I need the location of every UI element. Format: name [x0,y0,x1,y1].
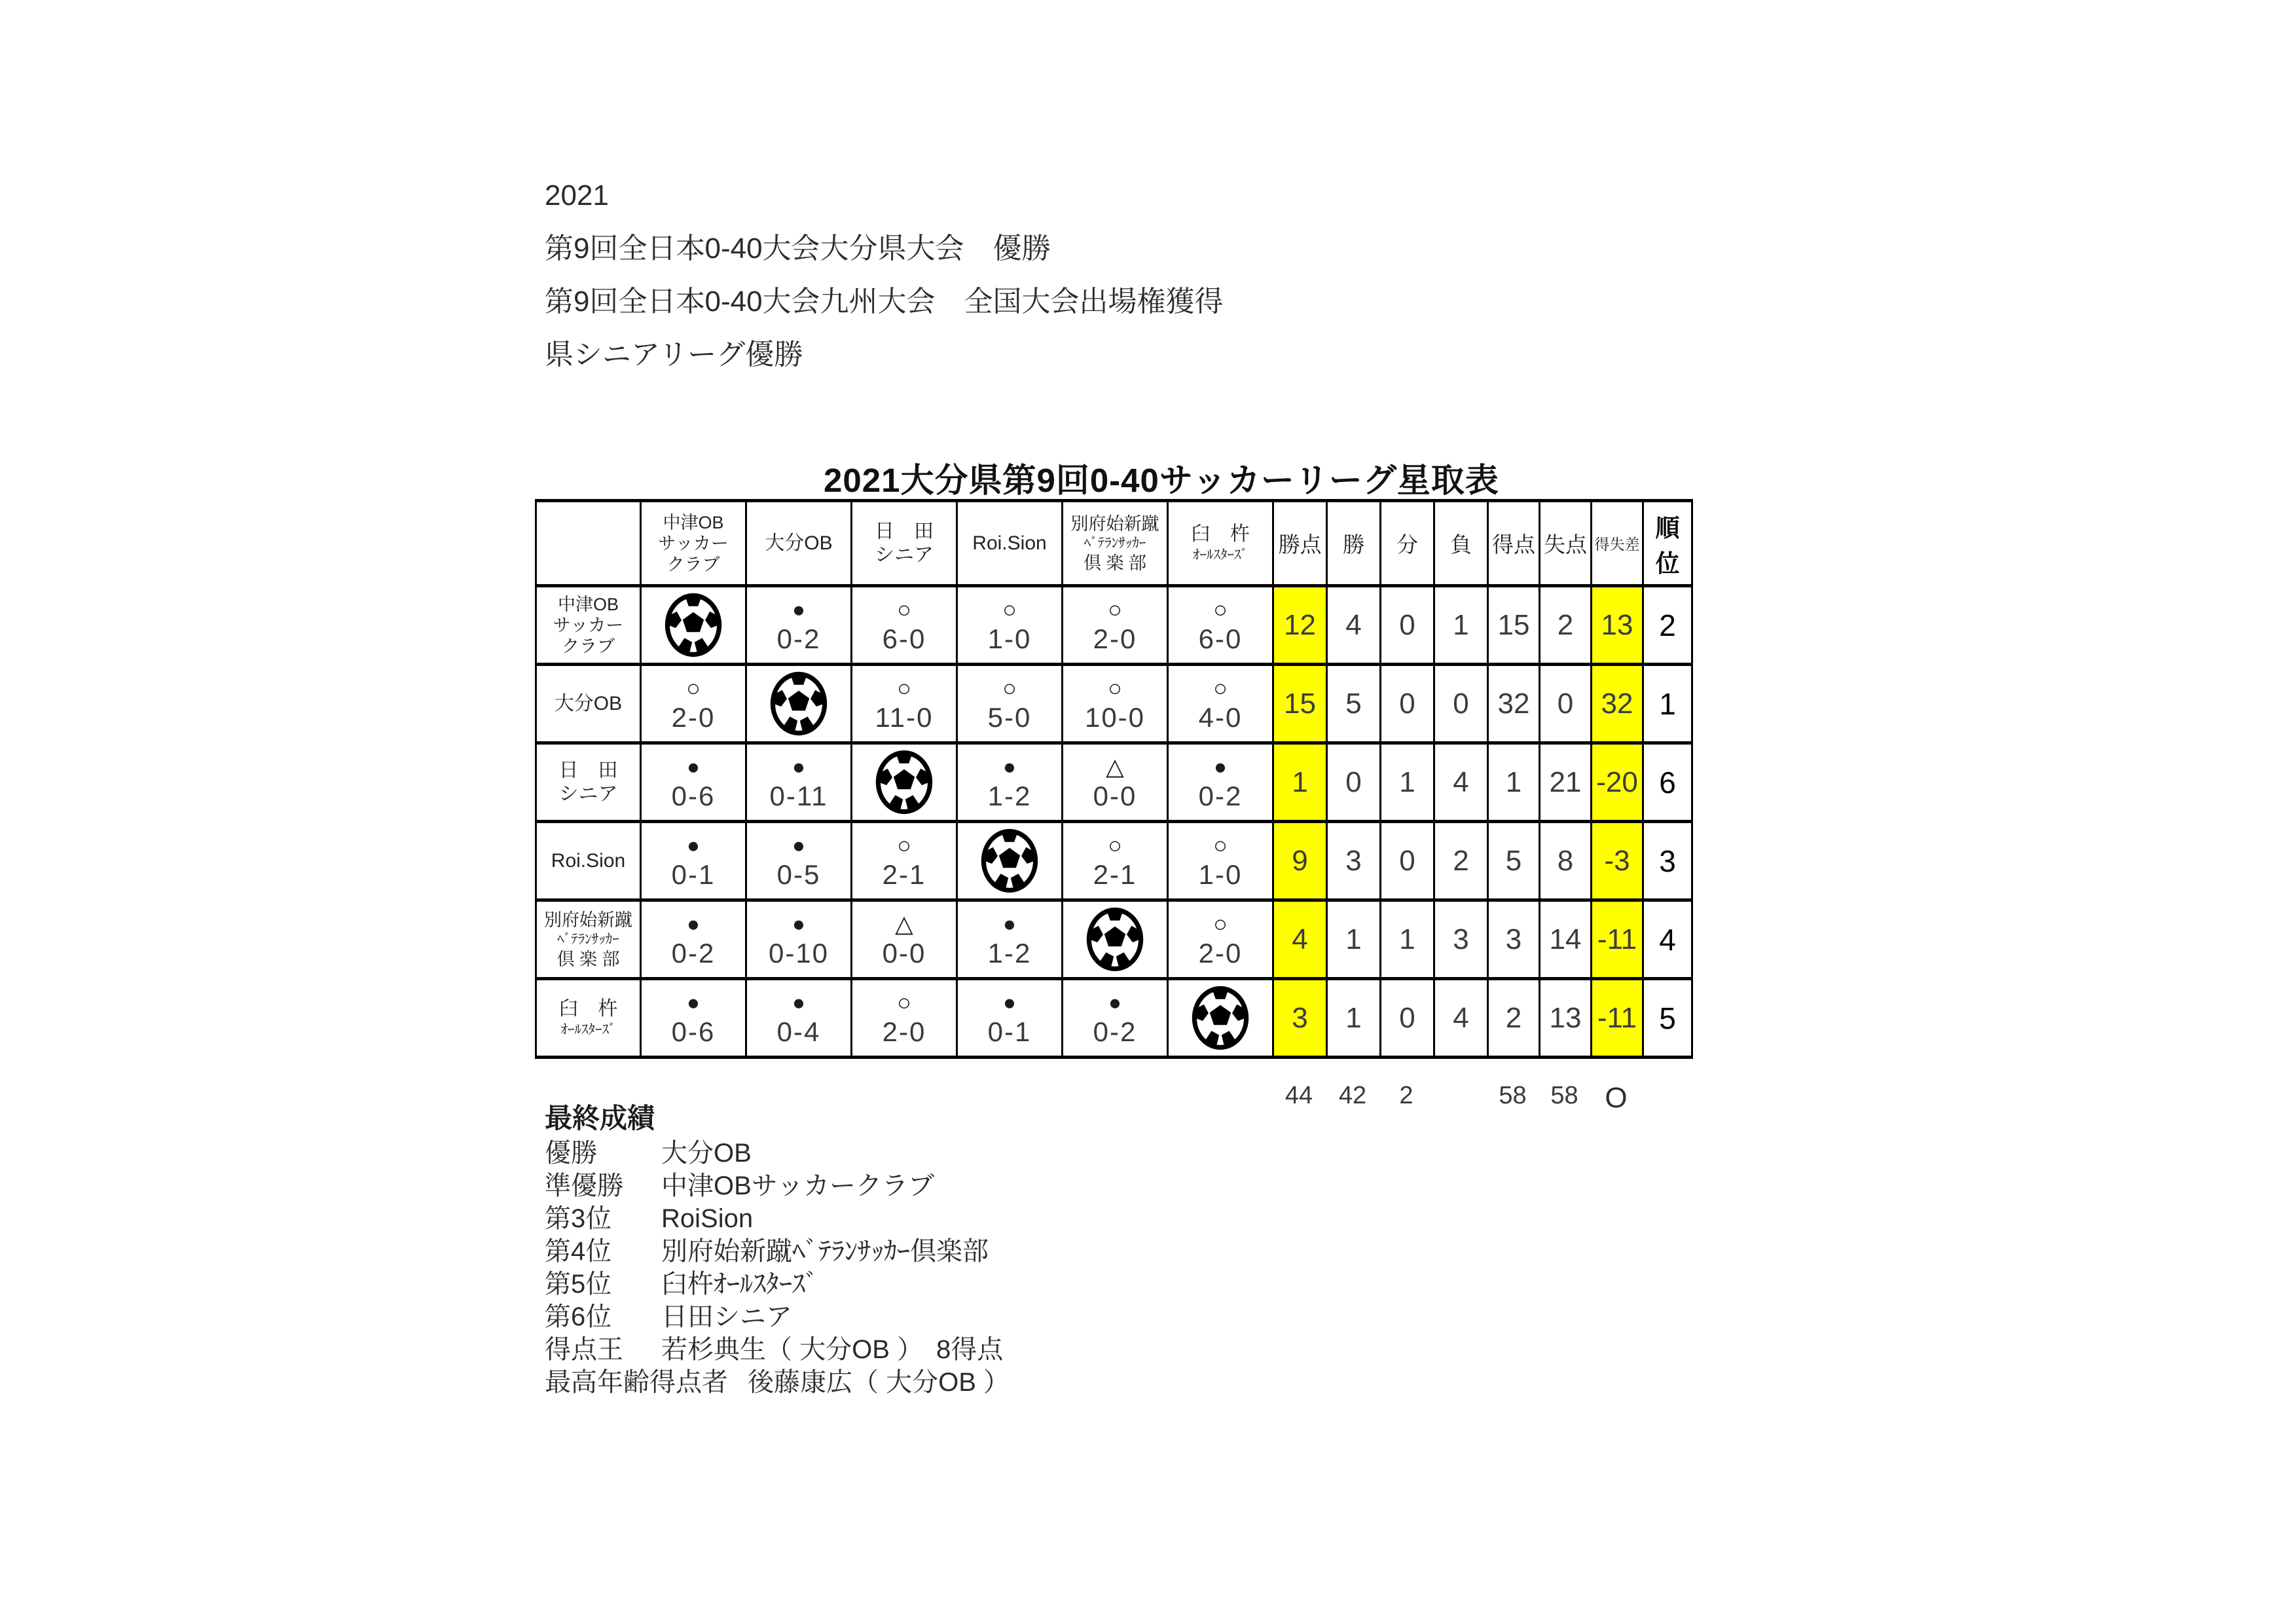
soccer-ball-icon [664,592,723,658]
team-name-line: Roi.Sion [972,532,1047,554]
soccer-ball-icon [1085,906,1144,972]
stat-rank-cell: 3 [1643,822,1692,900]
team-row [536,665,1692,743]
match-score: 6-0 [1198,623,1243,654]
stat-wins-cell: 1 [1327,900,1381,979]
match-score: 1-2 [987,780,1032,811]
stat-points-cell: 9 [1273,822,1327,900]
team-name-line: Roi.Sion [551,849,626,872]
match-result-cell [1063,586,1168,665]
stat-draws-cell: 1 [1381,743,1434,822]
stat-goal-diff-cell: -11 [1592,900,1643,979]
match-score: 2-0 [882,1016,926,1047]
loss-mark-icon: ● [1108,989,1121,1014]
team-name-line: ｵｰﾙｽﾀｰｽﾞ [560,1022,616,1037]
soccer-ball-icon [769,671,828,737]
league-table-title: 2021大分県第9回0-40サッカーリーグ星取表 [824,462,1499,499]
team-name-line: 中津OB [557,594,619,614]
stat-wins-cell: 3 [1327,822,1381,900]
final-result-item [545,1235,1010,1268]
header-row [536,501,1692,586]
win-mark-icon: ○ [1002,674,1017,701]
column-header-draws: 分 [1381,501,1434,586]
stat-draws-cell: 1 [1381,900,1434,979]
win-mark-icon: ○ [686,674,701,701]
team-row [536,979,1692,1058]
match-score: 0-11 [769,780,828,811]
win-mark-icon: ○ [1213,595,1228,623]
stat-goals-against-cell: 13 [1540,979,1592,1058]
final-result-item [545,1268,1010,1301]
stat-losses-cell: 1 [1434,586,1488,665]
column-header-oita [746,501,852,586]
loss-mark-icon: ● [792,832,805,857]
final-results-list [545,1137,1010,1399]
loss-mark-icon: ● [792,911,805,936]
match-score: 1-0 [987,623,1032,654]
final-result-item [545,1366,1010,1399]
soccer-ball-wrap [1169,985,1272,1051]
soccer-ball-wrap [642,592,745,658]
win-mark-icon: ○ [1213,831,1228,858]
match-result-cell [746,586,852,665]
match-score: 0-4 [776,1016,821,1047]
table-body [536,586,1692,1058]
win-mark-icon: ○ [1108,831,1122,858]
stat-rank-cell: 5 [1643,979,1692,1058]
match-score: 0-5 [776,858,821,890]
stat-goals-for-cell: 15 [1488,586,1540,665]
team-name-line: シニア [558,783,618,805]
stat-goal-diff-cell: 32 [1592,665,1643,743]
team-name-line: 中津OB [663,512,724,532]
self-match-cell [746,665,852,743]
league-standings-table [535,499,1693,1059]
total-goal-diff: O [1605,1082,1628,1114]
stat-goals-against-cell: 2 [1540,586,1592,665]
final-result-value: 別府始新蹴ﾍﾞﾃﾗﾝｻｯｶｰ倶楽部 [661,1237,989,1266]
win-mark-icon: ○ [1002,595,1017,623]
match-result-cell [1063,822,1168,900]
column-header-losses: 負 [1434,501,1488,586]
match-result-cell [1063,665,1168,743]
team-row [536,743,1692,822]
match-result-cell [957,900,1063,979]
team-name-line: 大分OB [765,532,833,554]
soccer-ball-wrap [958,828,1061,894]
achievements-text [545,169,1224,381]
soccer-ball-icon [980,828,1039,894]
final-result-label: 優勝 [545,1139,597,1168]
final-result-value: 若杉典生（ 大分OB ） 8得点 [661,1335,1004,1364]
total-wins: 42 [1338,1082,1367,1109]
final-results-section [545,1100,1010,1399]
stat-goals-against-cell: 8 [1540,822,1592,900]
table-head [536,501,1692,586]
column-header-points: 勝点 [1273,501,1327,586]
stat-goals-against-cell: 21 [1540,743,1592,822]
soccer-ball-wrap [852,749,956,815]
stat-wins-cell: 5 [1327,665,1381,743]
win-mark-icon: ○ [1213,910,1228,937]
stat-points-cell: 12 [1273,586,1327,665]
final-result-item [545,1202,1010,1235]
win-mark-icon: ○ [897,831,911,858]
match-score: 0-2 [1093,1016,1137,1047]
match-score: 0-6 [671,1016,716,1047]
match-result-cell [852,665,957,743]
match-result-cell [1168,665,1273,743]
stat-goals-for-cell: 1 [1488,743,1540,822]
final-result-label: 第4位 [545,1237,612,1266]
loss-mark-icon: ● [792,754,805,779]
match-result-cell [1168,743,1273,822]
column-header-beppu [1063,501,1168,586]
total-rank [1642,1082,1691,1115]
stat-losses-cell: 2 [1434,822,1488,900]
team-name-line: 倶 楽 部 [1083,553,1146,573]
team-name-line: 大分OB [554,692,623,714]
loss-mark-icon: ● [687,754,700,779]
column-header-goals-against: 失点 [1540,501,1592,586]
column-header-rank: 順位 [1643,501,1692,586]
final-result-label: 第3位 [545,1204,612,1233]
achievement-line: 県シニアリーグ優勝 [545,339,803,371]
total-draws: 2 [1399,1082,1413,1109]
stat-rank-cell: 6 [1643,743,1692,822]
loss-mark-icon: ● [1003,754,1016,779]
team-name-cell-roision [536,822,641,900]
stat-losses-cell: 3 [1434,900,1488,979]
final-result-label: 第5位 [545,1270,612,1299]
stat-goal-diff-cell: -11 [1592,979,1643,1058]
column-header-wins: 勝 [1327,501,1381,586]
self-match-cell [957,822,1063,900]
match-score: 0-6 [671,780,716,811]
achievement-line: 2021 [545,179,609,212]
stat-wins-cell: 1 [1327,979,1381,1058]
team-name-cell-oita [536,665,641,743]
total-losses [1433,1082,1487,1115]
win-mark-icon: ○ [897,595,911,623]
total-points: 44 [1285,1082,1313,1109]
stat-rank-cell: 2 [1643,586,1692,665]
loss-mark-icon: ● [1003,911,1016,936]
loss-mark-icon: ● [792,989,805,1014]
match-score: 2-1 [882,858,926,890]
stat-goals-against-cell: 14 [1540,900,1592,979]
match-result-cell [852,586,957,665]
match-score: 0-1 [987,1016,1032,1047]
team-name-line: 倶 楽 部 [556,949,620,969]
stat-losses-cell: 0 [1434,665,1488,743]
team-name-line: シニア [875,544,934,566]
match-result-cell [1168,900,1273,979]
match-result-cell [1063,979,1168,1058]
final-result-item [545,1137,1010,1170]
final-result-value: 中津OBサッカークラブ [661,1172,934,1200]
match-score: 0-10 [768,937,829,969]
achievement-line: 第9回全日本0-40大会大分県大会 優勝 [545,232,1051,265]
stat-goal-diff-cell: -3 [1592,822,1643,900]
stat-points-cell: 15 [1273,665,1327,743]
match-result-cell [957,979,1063,1058]
match-score: 0-2 [671,937,716,969]
final-result-label: 準優勝 [545,1172,623,1200]
soccer-ball-icon [875,749,934,815]
stat-points-cell: 4 [1273,900,1327,979]
match-score: 0-0 [882,937,926,969]
match-result-cell [746,822,852,900]
final-result-value: 臼杵ｵｰﾙｽﾀｰｽﾞ [661,1270,818,1299]
match-score: 10-0 [1084,701,1146,733]
column-header-usuki [1168,501,1273,586]
match-score: 1-0 [1198,858,1243,890]
loss-mark-icon: ● [1214,754,1227,779]
draw-mark-icon: △ [895,910,913,937]
win-mark-icon: ○ [897,674,911,701]
self-match-cell [1168,979,1273,1058]
team-name-line: ｵｰﾙｽﾀｰｽﾞ [1193,547,1248,563]
column-header-goal-diff: 得失差 [1592,501,1643,586]
team-name-cell-beppu [536,900,641,979]
loss-mark-icon: ● [792,597,805,621]
stat-points-cell: 3 [1273,979,1327,1058]
match-result-cell [852,900,957,979]
final-result-item [545,1301,1010,1333]
match-score: 2-0 [671,701,716,733]
team-name-line: 別府始新蹴 [544,910,632,930]
match-result-cell [852,979,957,1058]
match-score: 0-2 [1198,780,1243,811]
match-result-cell [1063,743,1168,822]
match-score: 5-0 [987,701,1032,733]
team-name-line: クラブ [666,554,720,574]
soccer-ball-wrap [1063,906,1167,972]
match-score: 2-1 [1093,858,1137,890]
stat-rank-cell: 4 [1643,900,1692,979]
column-header-roision [957,501,1063,586]
team-name-line: 別府始新蹴 [1070,513,1159,534]
team-name-line: 日 田 [875,520,934,542]
match-score: 11-0 [875,701,934,733]
stat-draws-cell: 0 [1381,979,1434,1058]
self-match-cell [1063,900,1168,979]
column-header-hita [852,501,957,586]
match-result-cell [746,900,852,979]
match-score: 0-1 [671,858,716,890]
team-row [536,822,1692,900]
team-name-line: ﾍﾞﾃﾗﾝｻｯｶｰ [557,931,619,947]
match-result-cell [641,665,746,743]
team-name-line: ﾍﾞﾃﾗﾝｻｯｶｰ [1084,535,1146,551]
match-score: 4-0 [1198,701,1243,733]
final-result-value: RoiSion [661,1204,754,1233]
stat-wins-cell: 4 [1327,586,1381,665]
team-name-line: 臼 杵 [558,997,618,1020]
self-match-cell [641,586,746,665]
final-results-heading: 最終成績 [545,1103,655,1134]
column-totals-row [1272,1082,1691,1115]
stat-points-cell: 1 [1273,743,1327,822]
match-result-cell [641,822,746,900]
final-result-item [545,1170,1010,1202]
stat-goal-diff-cell: -20 [1592,743,1643,822]
loss-mark-icon: ● [687,832,700,857]
team-name-line: 日 田 [558,759,618,781]
team-name-cell-hita [536,743,641,822]
win-mark-icon: ○ [1213,674,1228,701]
win-mark-icon: ○ [897,988,911,1016]
soccer-ball-icon [1191,985,1250,1051]
total-goals-for: 58 [1499,1082,1527,1109]
team-row [536,586,1692,665]
final-result-label: 第6位 [545,1302,612,1331]
win-mark-icon: ○ [1108,595,1122,623]
stat-rank-cell: 1 [1643,665,1692,743]
match-result-cell [641,900,746,979]
match-result-cell [1168,822,1273,900]
corner-cell [536,501,641,586]
stat-losses-cell: 4 [1434,979,1488,1058]
column-header-nakatsu [641,501,746,586]
achievement-line: 第9回全日本0-40大会九州大会 全国大会出場権獲得 [545,286,1224,318]
team-name-line: サッカー [658,533,729,553]
final-result-value: 後藤康広（ 大分OB ） [748,1368,1010,1397]
team-name-cell-usuki [536,979,641,1058]
stat-goals-for-cell: 2 [1488,979,1540,1058]
loss-mark-icon: ● [1003,989,1016,1014]
loss-mark-icon: ● [687,989,700,1014]
team-name-line: クラブ [562,636,615,656]
stat-losses-cell: 4 [1434,743,1488,822]
stat-draws-cell: 0 [1381,822,1434,900]
stat-draws-cell: 0 [1381,586,1434,665]
win-mark-icon: ○ [1108,674,1122,701]
match-score: 1-2 [987,937,1032,969]
team-name-line: 臼 杵 [1191,523,1250,545]
soccer-ball-wrap [747,671,850,737]
stat-goal-diff-cell: 13 [1592,586,1643,665]
match-result-cell [1168,586,1273,665]
final-result-label: 得点王 [545,1335,623,1364]
match-result-cell [957,665,1063,743]
match-result-cell [641,743,746,822]
final-result-value: 日田シニア [661,1302,792,1331]
self-match-cell [852,743,957,822]
stat-goals-for-cell: 3 [1488,900,1540,979]
match-result-cell [957,586,1063,665]
match-score: 0-0 [1093,780,1137,811]
final-result-item [545,1333,1010,1366]
stat-goals-for-cell: 32 [1488,665,1540,743]
stat-draws-cell: 0 [1381,665,1434,743]
stat-goals-against-cell: 0 [1540,665,1592,743]
match-score: 0-2 [776,623,821,654]
team-row [536,900,1692,979]
match-score: 2-0 [1093,623,1137,654]
match-result-cell [641,979,746,1058]
match-result-cell [957,743,1063,822]
final-result-label: 最高年齢得点者 [545,1368,728,1397]
match-score: 2-0 [1198,937,1243,969]
stat-goals-for-cell: 5 [1488,822,1540,900]
match-result-cell [746,743,852,822]
stat-wins-cell: 0 [1327,743,1381,822]
match-result-cell [852,822,957,900]
loss-mark-icon: ● [687,911,700,936]
column-header-goals-for: 得点 [1488,501,1540,586]
match-score: 6-0 [882,623,926,654]
final-result-value: 大分OB [661,1139,752,1168]
team-name-line: サッカー [553,615,624,635]
draw-mark-icon: △ [1106,752,1124,780]
match-result-cell [746,979,852,1058]
total-goals-against: 58 [1550,1082,1578,1109]
team-name-cell-nakatsu [536,586,641,665]
